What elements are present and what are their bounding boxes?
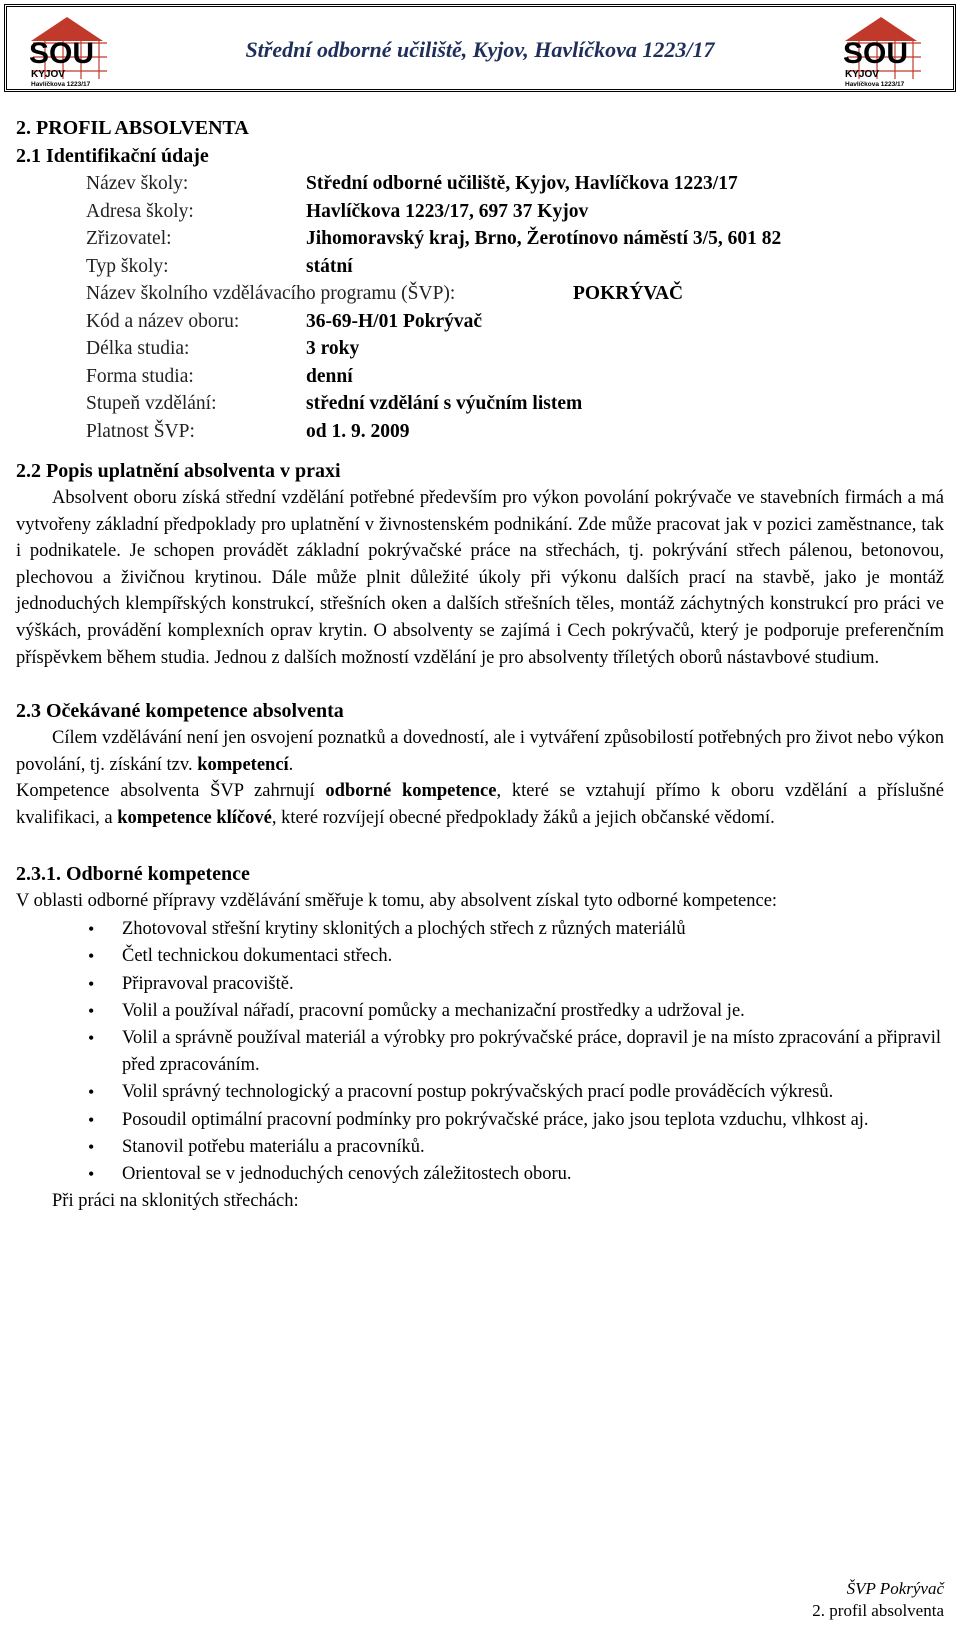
section-heading: 2. PROFIL ABSOLVENTA (16, 117, 249, 139)
list-item: • Volil a správně používal materiál a výrobky pro pokrývačské práce, dopravil je na místo zpracování a připravil před zpracováním. (16, 1025, 944, 1079)
id-label: Název školy: (86, 173, 189, 194)
id-row (16, 225, 944, 253)
id-label: Název školního vzdělávacího programu (ŠVP): (86, 283, 456, 304)
id-value: POKRÝVAČ (573, 283, 684, 304)
logo-town-text: KYJOV (31, 69, 65, 80)
list-item: • Četl technickou dokumentaci střech. (16, 943, 944, 970)
school-logo-left (23, 13, 115, 89)
subsection-heading-uplatneni: 2.2 Popis uplatnění absolventa v praxi (16, 460, 341, 482)
odborne-intro: V oblasti odborné přípravy vzdělávání směřuje k tomu, aby absolvent získal tyto odborné kompetence: (16, 890, 778, 911)
logo-address-text: Havlíčkova 1223/17 (845, 81, 905, 88)
subsection-heading-kompetence: 2.3 Očekávané kompetence absolventa (16, 700, 344, 723)
id-row (16, 363, 944, 391)
id-row-svp (16, 280, 944, 308)
id-value: Jihomoravský kraj, Brno, Žerotínovo náměstí 3/5, 601 82 (306, 228, 782, 249)
logo-sou-text: SOU (29, 37, 95, 70)
list-item: • Připravoval pracoviště. (16, 971, 944, 998)
id-label: Forma studia: (86, 365, 194, 387)
logo-sou-text: SOU (843, 37, 909, 70)
sklonite-strechy-intro: Při práci na sklonitých střechách: (52, 1191, 299, 1212)
id-value: Havlíčkova 1223/17, 697 37 Kyjov (306, 200, 589, 222)
footer-chapter: 2. profil absolventa (812, 1601, 944, 1620)
page-footer (812, 1578, 944, 1622)
text: , které rozvíjejí obecné předpoklady žáků a jejich občanské vědomí. (271, 807, 775, 828)
uplatneni-paragraph: Absolvent oboru získá střední vzdělání potřebné především pro výkon povolání pokrývače ve stavebních firmách a má vytvořeny základní předpoklady pro uplatnění v živnostenském podnikání. Zde může pracovat jak v pozici zaměstnance, tak i podnikatele. Je schopen provádět základní pokrývačské práce na střechách, tj. pokrývání střech pálenou, betonovou, plechovou a živičnou krytinou. Dále může plnit důležité úkoly při výkonu dalších prací na stavbě, jako je montáž jednoduchých klempířských konstrukcí, střešních oken a dalších střešních těles, montáž záchytných konstrukcí pro práci ve výškách, provádění komplexních oprav krytin. O absolventy se zajímá i Cech pokrývačů, který je podporuje preferenčním příspěvkem během studia. Jednou z dalších možností vzdělání je pro absolventy tříletých oborů nástavbové studium. (16, 488, 944, 668)
id-label: Kód a název oboru: (86, 310, 240, 332)
bold-term: kompetence klíčové (117, 807, 272, 828)
subsection-heading-identification: 2.1 Identifikační údaje (16, 145, 209, 167)
list-item: • Posoudil optimální pracovní podmínky pro pokrývačské práce, jako jsou teplota vzduchu, vlhkost aj. (16, 1107, 944, 1134)
id-row (16, 335, 944, 363)
school-logo-right (837, 13, 929, 89)
id-row (16, 198, 944, 226)
id-label: Zřizovatel: (86, 228, 172, 249)
list-item: • Volil a používal nářadí, pracovní pomůcky a mechanizační prostředky a udržoval je. (16, 998, 944, 1025)
kompetence-paragraph-2 (16, 778, 944, 831)
id-row (16, 390, 944, 418)
id-label: Stupeň vzdělání: (86, 393, 217, 414)
id-value: 36-69-H/01 Pokrývač (306, 310, 483, 332)
list-item: • Stanovil potřebu materiálu a pracovníků. (16, 1134, 944, 1161)
logo-town-text: KYJOV (845, 69, 879, 80)
id-value: denní (306, 365, 353, 387)
header-title: Střední odborné učiliště, Kyjov, Havlíčkova 1223/17 (245, 37, 715, 62)
list-item: • Volil správný technologický a pracovní postup pokrývačských prací podle prováděcích výkresů. (16, 1079, 944, 1106)
text: Kompetence absolventa ŠVP zahrnují (16, 781, 326, 802)
logo-address-text: Havlíčkova 1223/17 (31, 81, 91, 88)
competence-list (16, 916, 944, 1188)
list-item: • Zhotovoval střešní krytiny sklonitých a plochých střech z různých materiálů (16, 916, 944, 943)
bold-term: kompetencí (197, 754, 289, 775)
list-item: • Orientoval se v jednoduchých cenových záležitostech oboru. (16, 1161, 944, 1188)
id-value: státní (306, 255, 353, 277)
id-row (16, 418, 944, 446)
id-value: střední vzdělání s výučním listem (306, 393, 583, 414)
id-label: Délka studia: (86, 338, 190, 359)
footer-program: ŠVP Pokrývač (846, 1579, 944, 1598)
id-label: Adresa školy: (86, 200, 194, 222)
id-value: 3 roky (306, 338, 360, 359)
document-body (16, 100, 944, 1215)
subsection-heading-odborne: 2.3.1. Odborné kompetence (16, 862, 250, 885)
kompetence-paragraph-1 (16, 725, 944, 778)
id-row (16, 170, 944, 198)
bold-term: odborné kompetence (325, 781, 497, 802)
text: . (288, 754, 294, 775)
id-label: Typ školy: (86, 255, 169, 277)
id-value: od 1. 9. 2009 (306, 420, 410, 442)
text: , které se vztahují přímo k oboru vzdělání a příslušné kvalifikaci, a (16, 781, 944, 828)
id-row (16, 253, 944, 281)
text: Cílem vzdělávání není jen osvojení poznatků a dovedností, ale i vytváření způsobilostí potřebných pro život nebo výkon povolání, tj. získání tzv. (16, 728, 944, 775)
id-label: Platnost ŠVP: (86, 420, 195, 442)
page-header (4, 4, 956, 92)
id-row (16, 308, 944, 336)
id-value: Střední odborné učiliště, Kyjov, Havlíčkova 1223/17 (306, 173, 738, 194)
